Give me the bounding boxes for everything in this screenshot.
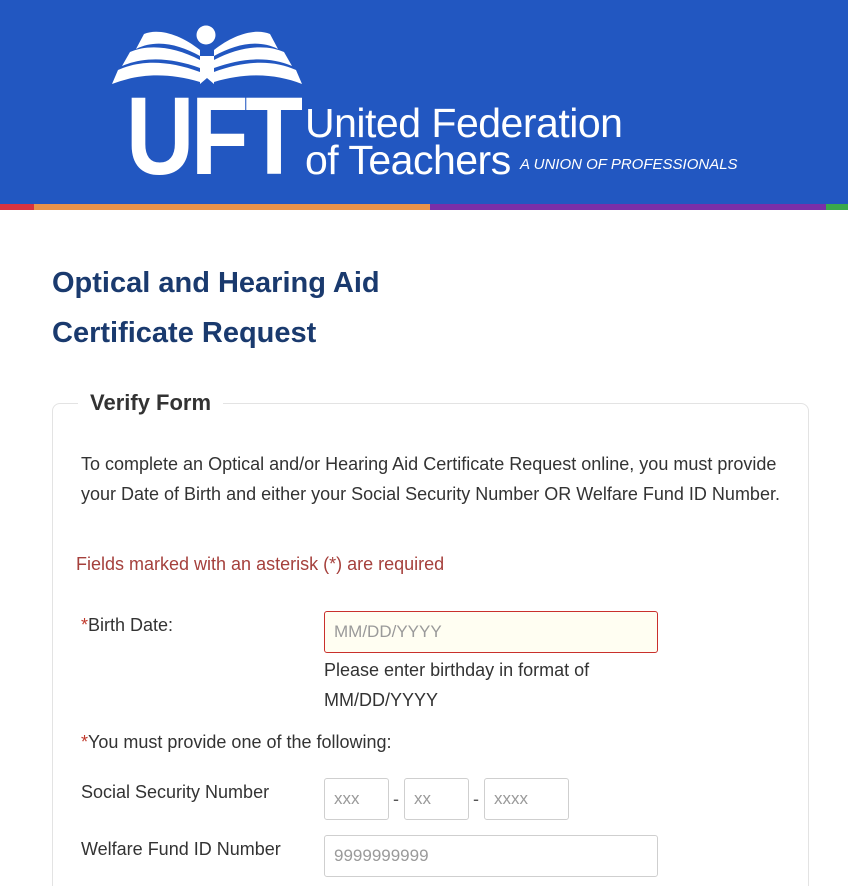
birth-date-label-text: Birth Date: <box>88 615 174 635</box>
birth-date-label <box>81 615 173 636</box>
color-stripe <box>0 204 848 210</box>
logo-wordmark: UFT <box>126 75 300 198</box>
one-of-label <box>81 732 392 753</box>
one-of-label-text: You must provide one of the following: <box>88 732 392 752</box>
welfare-id-label: Welfare Fund ID Number <box>81 839 281 859</box>
stripe-orange <box>34 204 430 210</box>
stripe-green <box>826 204 848 210</box>
ssn-label: Social Security Number <box>81 782 270 802</box>
required-asterisk: * <box>81 615 89 635</box>
form-intro: To complete an Optical and/or Hearing Aid Certificate Request online, you must provide your Date of Birth and either your Social Security Number OR Welfare Fund ID Number. <box>81 454 780 504</box>
welfare-id-input[interactable] <box>324 835 658 877</box>
form-legend: Verify Form <box>78 390 223 416</box>
tagline: A UNION OF PROFESSIONALS <box>520 156 738 173</box>
birth-date-input[interactable] <box>324 611 658 653</box>
site-header <box>0 0 848 204</box>
ssn-separator: - <box>473 789 479 809</box>
ssn-part3-input[interactable] <box>484 778 569 820</box>
org-name-line1: United Federation <box>305 100 623 146</box>
org-name-line2: of Teachers <box>305 137 511 183</box>
stripe-purple <box>430 204 826 210</box>
ssn-part1-input[interactable] <box>324 778 389 820</box>
ssn-separator: - <box>393 789 399 809</box>
stripe-red <box>0 204 34 210</box>
page-title: Optical and Hearing Aid Certificate Request <box>52 267 380 349</box>
required-asterisk: * <box>81 732 89 752</box>
ssn-part2-input[interactable] <box>404 778 469 820</box>
birth-date-help: Please enter birthday in format of MM/DD/YYYY <box>324 660 590 710</box>
required-note: Fields marked with an asterisk (*) are required <box>76 554 445 574</box>
